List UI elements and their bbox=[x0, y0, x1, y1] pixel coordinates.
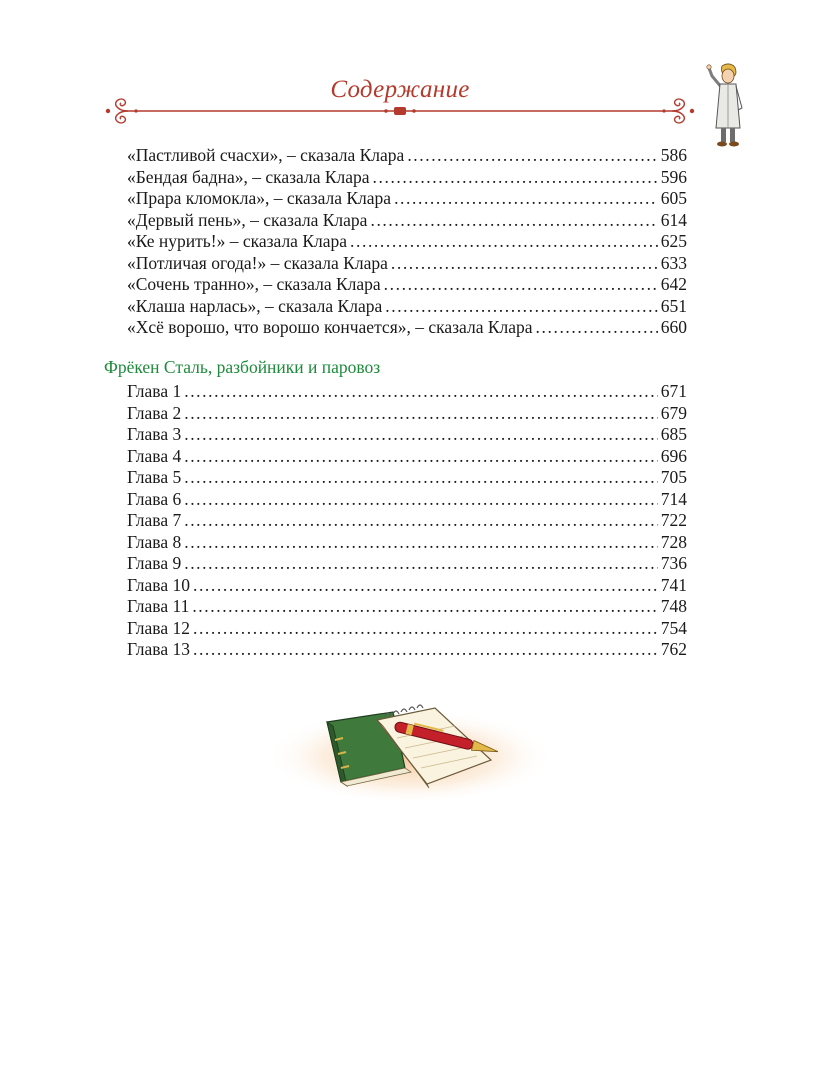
toc-entry[interactable] bbox=[127, 316, 687, 338]
toc-entry-page: 736 bbox=[660, 553, 687, 573]
toc-entry-title: «Прара кломокла», – сказала Клара bbox=[127, 188, 392, 208]
toc-entry-title: Глава 12 bbox=[127, 617, 190, 638]
toc-leader-dots bbox=[391, 252, 658, 274]
toc-leader-dots bbox=[385, 295, 658, 317]
toc-entry-title: Глава 11 bbox=[127, 596, 190, 616]
toc-leader-dots bbox=[184, 488, 658, 510]
toc-leader-dots bbox=[184, 552, 658, 574]
toc-entry-page: 754 bbox=[660, 617, 687, 638]
toc-entry-title: «Дервый пень», – сказала Клара bbox=[127, 209, 368, 230]
toc-leader-dots bbox=[184, 380, 658, 402]
toc-entry[interactable] bbox=[127, 380, 687, 402]
toc-leader-dots bbox=[536, 316, 658, 338]
toc-entry-page: 642 bbox=[660, 274, 687, 294]
toc-leader-dots bbox=[384, 273, 658, 295]
toc-entry[interactable] bbox=[127, 445, 687, 467]
toc-leader-dots bbox=[350, 230, 658, 252]
toc-entry[interactable] bbox=[127, 617, 687, 639]
toc-entry[interactable] bbox=[127, 466, 687, 488]
toc-entry-page: 741 bbox=[660, 574, 687, 595]
book-notepad-pen-icon bbox=[265, 690, 555, 810]
toc-entry[interactable] bbox=[127, 423, 687, 445]
toc-entry-title: Глава 6 bbox=[127, 488, 182, 509]
toc-entry-title: Глава 4 bbox=[127, 445, 182, 466]
professor-figure-icon bbox=[700, 62, 748, 150]
toc-entry[interactable] bbox=[127, 531, 687, 553]
toc-entry-page: 660 bbox=[660, 317, 687, 337]
toc-entry-page: 696 bbox=[660, 445, 687, 466]
toc-entry-page: 671 bbox=[660, 381, 687, 401]
section-heading[interactable]: Фрёкен Сталь, разбойники и паровоз bbox=[104, 357, 381, 377]
toc-entry-title: Глава 2 bbox=[127, 402, 182, 423]
toc-entry-page: 714 bbox=[660, 488, 687, 509]
toc-entry-title: Глава 8 bbox=[127, 531, 182, 552]
toc-entry-page: 625 bbox=[660, 231, 687, 251]
toc-entry-page: 651 bbox=[660, 295, 687, 316]
toc-entry-title: Глава 1 bbox=[127, 381, 182, 401]
toc-entry-page: 596 bbox=[660, 166, 687, 187]
toc-entry-title: «Бендая бадна», – сказала Клара bbox=[127, 166, 370, 187]
toc-entry-title: «Хсё ворошо, что ворошо кончается», – сказала Клара bbox=[127, 317, 533, 337]
toc-entry-page: 748 bbox=[660, 596, 687, 616]
toc-leader-dots bbox=[184, 531, 658, 553]
toc-leader-dots bbox=[407, 144, 657, 166]
toc-entry-page: 728 bbox=[660, 531, 687, 552]
toc-entry[interactable] bbox=[127, 273, 687, 295]
toc-entry[interactable] bbox=[127, 595, 687, 617]
toc-leader-dots bbox=[184, 509, 658, 531]
toc-entry-page: 614 bbox=[660, 209, 687, 230]
toc-entry[interactable] bbox=[127, 187, 687, 209]
toc-entry[interactable] bbox=[127, 509, 687, 531]
toc-leader-dots bbox=[193, 617, 658, 639]
toc-entry-page: 679 bbox=[660, 402, 687, 423]
toc-entry[interactable] bbox=[127, 574, 687, 596]
toc-leader-dots bbox=[394, 187, 658, 209]
toc-entry-page: 633 bbox=[660, 252, 687, 273]
page-header bbox=[100, 76, 700, 128]
toc-entry-title: Глава 9 bbox=[127, 553, 182, 573]
toc-entry-title: «Пастливой счасхи», – сказала Клара bbox=[127, 145, 405, 165]
toc-leader-dots bbox=[192, 595, 657, 617]
toc-leader-dots bbox=[184, 466, 658, 488]
toc-leader-dots bbox=[184, 423, 658, 445]
toc-entry[interactable] bbox=[127, 252, 687, 274]
toc-entry-title: «Сочень транно», – сказала Клара bbox=[127, 274, 381, 294]
toc-entry-page: 685 bbox=[660, 424, 687, 444]
toc-entry-title: Глава 13 bbox=[127, 639, 190, 659]
toc-entry[interactable] bbox=[127, 209, 687, 231]
toc-leader-dots bbox=[193, 638, 658, 660]
toc-entry-title: Глава 7 bbox=[127, 510, 182, 530]
toc-entry[interactable] bbox=[127, 166, 687, 188]
toc-entry-page: 722 bbox=[660, 510, 687, 530]
toc-entry-title: «Потличая огода!» – сказала Клара bbox=[127, 252, 388, 273]
toc-entry[interactable] bbox=[127, 488, 687, 510]
toc-entry-page: 605 bbox=[660, 188, 687, 208]
toc-entry-title: «Ке нурить!» – сказала Клара bbox=[127, 231, 348, 251]
toc-entry-page: 705 bbox=[660, 467, 687, 487]
toc-entry[interactable] bbox=[127, 638, 687, 660]
toc-leader-dots bbox=[193, 574, 658, 596]
toc-entry-page: 586 bbox=[660, 145, 687, 165]
toc-entry-title: Глава 10 bbox=[127, 574, 190, 595]
toc-entry-title: «Клаша нарлась», – сказала Клара bbox=[127, 295, 383, 316]
toc-leader-dots bbox=[184, 445, 658, 467]
toc-entry-title: Глава 5 bbox=[127, 467, 182, 487]
toc-leader-dots bbox=[370, 209, 657, 231]
page-title: Содержание bbox=[330, 76, 470, 103]
toc-entry[interactable] bbox=[127, 144, 687, 166]
toc-entry[interactable] bbox=[127, 295, 687, 317]
toc-entry-title: Глава 3 bbox=[127, 424, 182, 444]
toc-entry-page: 762 bbox=[660, 639, 687, 659]
toc-leader-dots bbox=[184, 402, 658, 424]
header-ornament-icon bbox=[100, 96, 700, 126]
toc-leader-dots bbox=[373, 166, 658, 188]
toc-entry[interactable] bbox=[127, 552, 687, 574]
toc-entry[interactable] bbox=[127, 402, 687, 424]
toc-entry[interactable] bbox=[127, 230, 687, 252]
